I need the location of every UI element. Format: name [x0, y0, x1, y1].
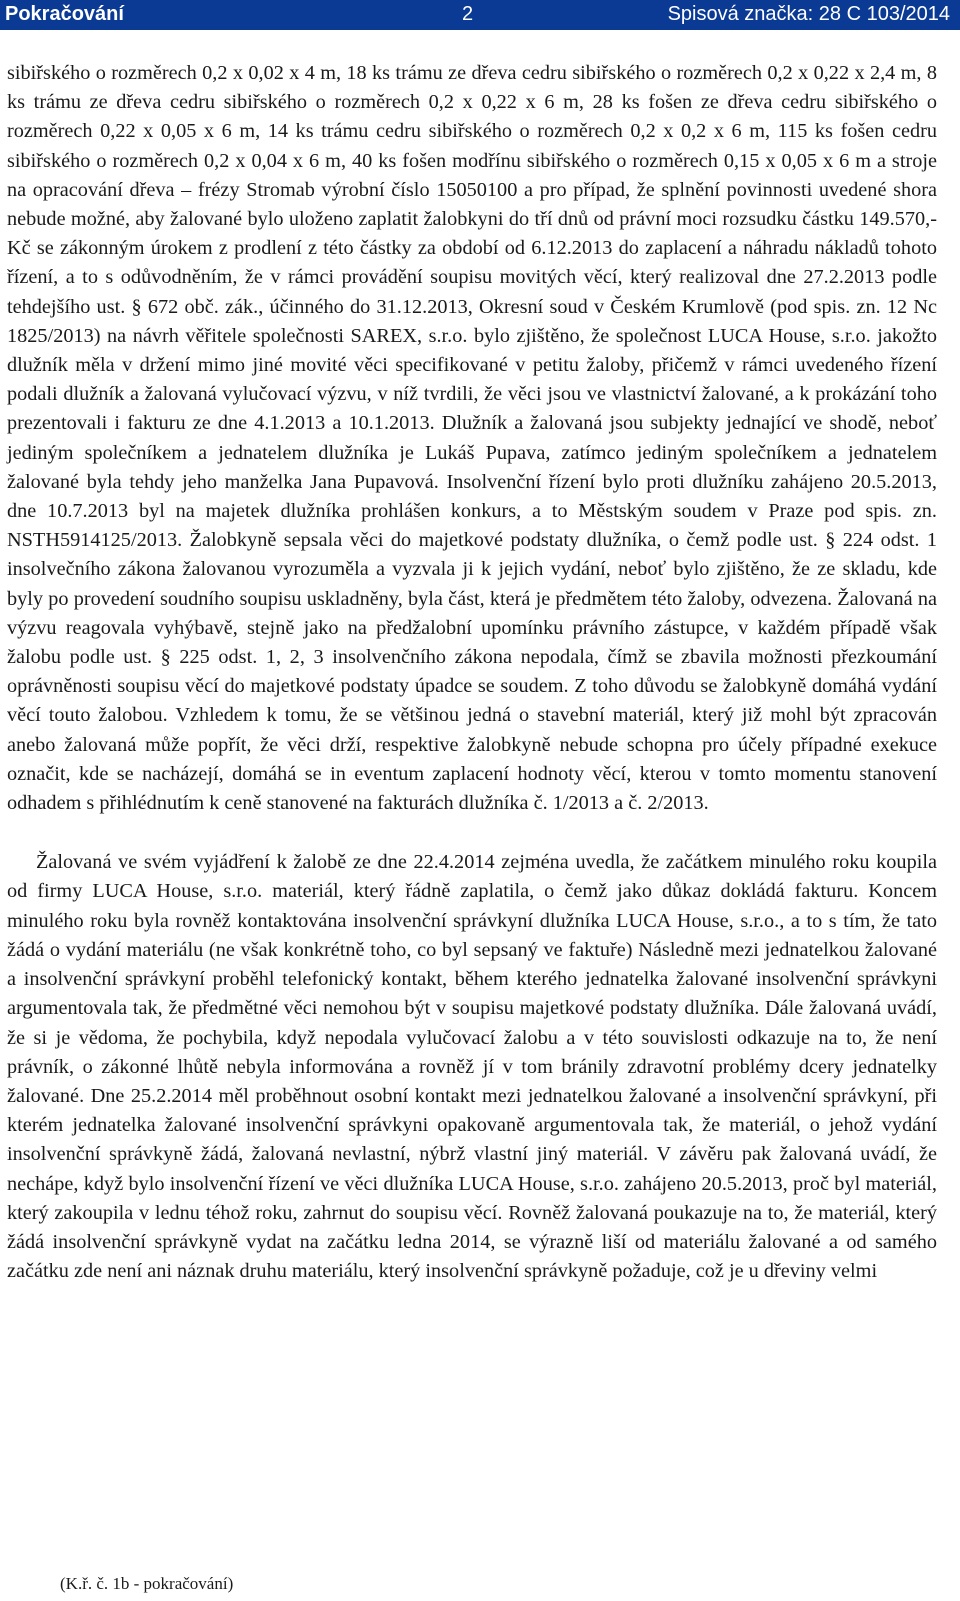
page-number: 2	[462, 3, 474, 25]
page-header	[0, 0, 960, 30]
paragraph-claim-reasoning: sibiřského o rozměrech 0,2 x 0,02 x 4 m, 18 ks trámu ze dřeva cedru sibiřského o rozměrech 0,2 x 0,22 x 2,4 m, 8 ks trámu ze dřeva cedru sibiřského o rozměrech 0,2 x 0,22 x 6 m, 28 ks fošen ze dřeva cedru sibiřského o rozměrech 0,22 x 0,05 x 6 m, 14 ks trámu cedru sibiřského o rozměrech 0,2 x 0,2 x 6 m, 115 ks fošen cedru sibiřského o rozměrech 0,2 x 0,04 x 6 m, 40 ks fošen modřínu sibiřského o rozměrech 0,15 x 0,05 x 6 m a stroje na opracování dřeva – frézy Stromab výrobní číslo 15050100 a pro případ, že splnění povinnosti uvedené shora nebude možné, aby žalované bylo uloženo zaplatit žalobkyni do tří dnů od právní moci rozsudku částku 149.570,- Kč se zákonným úrokem z prodlení z této částky za období od 6.12.2013 do zaplacení a náhradu nákladů tohoto řízení, a to s odůvodněním, že v rámci provádění soupisu movitých věcí, který realizoval dne 27.2.2013 podle tehdejšího ust. § 672 obč. zák., účinného do 31.12.2013, Okresní soud v Českém Krumlově (pod spis. zn. 12 Nc 1825/2013) na návrh věřitele společnosti SAREX, s.r.o. bylo zjištěno, že společnost LUCA House, s.r.o. jakožto dlužník měla v držení mimo jiné movité věci specifikované v petitu žaloby, přičemž v rámci uvedeného řízení podali dlužník a žalovaná vylučovací výzvu, v níž tvrdili, že věci jsou ve vlastnictví žalované, a k prokázání toho prezentovali i fakturu ze dne 4.1.2013 a 10.1.2013. Dlužník a žalovaná jsou subjekty jednající ve shodě, neboť jediným společníkem a jednatelem dlužníka je Lukáš Pupava, zatímco jediným společníkem a jednatelem žalované byla tehdy jeho manželka Jana Pupavová. Insolvenční řízení bylo proti dlužníku zahájeno 20.5.2013, dne 10.7.2013 byl na majetek dlužníka prohlášen konkurs, a to Městským soudem v Praze pod spis. zn. NSTH5914125/2013. Žalobkyně sepsala věci do majetkové podstaty dlužníka, o čemž podle ust. § 224 odst. 1 insolvečního zákona žalovanou vyrozuměla a vyzvala ji k jejich vydání, neboť bylo zjištěno, že ze skladu, kde byly po provedení soudního soupisu uskladněny, byla část, která je předmětem této žaloby, odvezena. Žalovaná na výzvu reagovala vyhýbavě, stejně jako na předžalobní upomínku právního zástupce, v každém případě však žalobu podle ust. § 225 odst. 1, 2, 3 insolvenčního zákona nepodala, čímž se zbavila možnosti přezkoumání oprávněnosti soupisu věcí do majetkové podstaty úpadce se soudem. Z toho důvodu se žalobkyně domáhá vydání věcí touto žalobou. Vzhledem k tomu, že se většinou jedná o stavební materiál, který již mohl být zpracován anebo žalovaná může popřít, že věci drží, respektive žalobkyně nebude schopna pro účely případné exekuce označit, kde se nacházejí, domáhá se in eventum zaplacení hodnoty věcí, kterou v tomto momentu stanovení odhadem s přihlédnutím k ceně stanovené na fakturách dlužníka č. 1/2013 a č. 2/2013.	[7, 62, 937, 815]
paragraph-defendant-statement: Žalovaná ve svém vyjádření k žalobě ze dne 22.4.2014 zejména uvedla, že začátkem minulého roku koupila od firmy LUCA House, s.r.o. materiál, který řádně zaplatila, o čemž jako důkaz dokládá fakturu. Koncem minulého roku byla rovněž kontaktována insolvenční správkyní dlužníka LUCA House, s.r.o., a to s tím, že tato žádá o vydání materiálu (ne však konkrétně toho, co byl sepsaný ve faktuře) Následně mezi jednatelkou žalované a insolvenční správkyní proběhl telefonický kontakt, během kterého jednatelka žalované insolvenční správkyni argumentovala tak, že předmětné věci nemohou být v soupisu majetkové podstaty dlužníka. Dále žalovaná uvádí, že si je vědoma, že pochybila, když nepodala vylučovací žalobu a v této souvislosti odkazuje na to, že není právník, o zákonné lhůtě nebyla informována a rovněž jí v tom bránily zdravotní problémy dcery jednatelky žalované. Dne 25.2.2014 měl proběhnout osobní kontakt mezi jednatelkou žalované a insolvenční správkyní, při kterém jednatelka žalované insolvenční správkyni opakovaně argumentovala tak, že materiál, o jehož vydání insolvenční správkyně žádá, žalovaná nevlastní, nýbrž vlastní jiný materiál. V závěru pak žalovaná uvádí, že nechápe, když bylo insolvenční řízení ve věci dlužníka LUCA House, s.r.o. zahájeno 20.5.2013, proč byl materiál, který zakoupila v lednu téhož roku, zahrnut do soupisu věcí. Rovněž žalovaná poukazuje na to, že materiál, který žádá insolvenční správkyně vydat na začátku ledna 2014, se výrazně liší od materiálu žalované a od samého začátku zde není ani náznak druhu materiálu, který insolvenční správkyně požaduje, což je u dřeviny velmi	[7, 851, 937, 1283]
continuation-label: Pokračování	[5, 3, 124, 25]
form-footer-note: (K.ř. č. 1b - pokračování)	[60, 1574, 234, 1593]
case-reference: Spisová značka: 28 C 103/2014	[667, 3, 950, 25]
document-body	[7, 59, 937, 1286]
